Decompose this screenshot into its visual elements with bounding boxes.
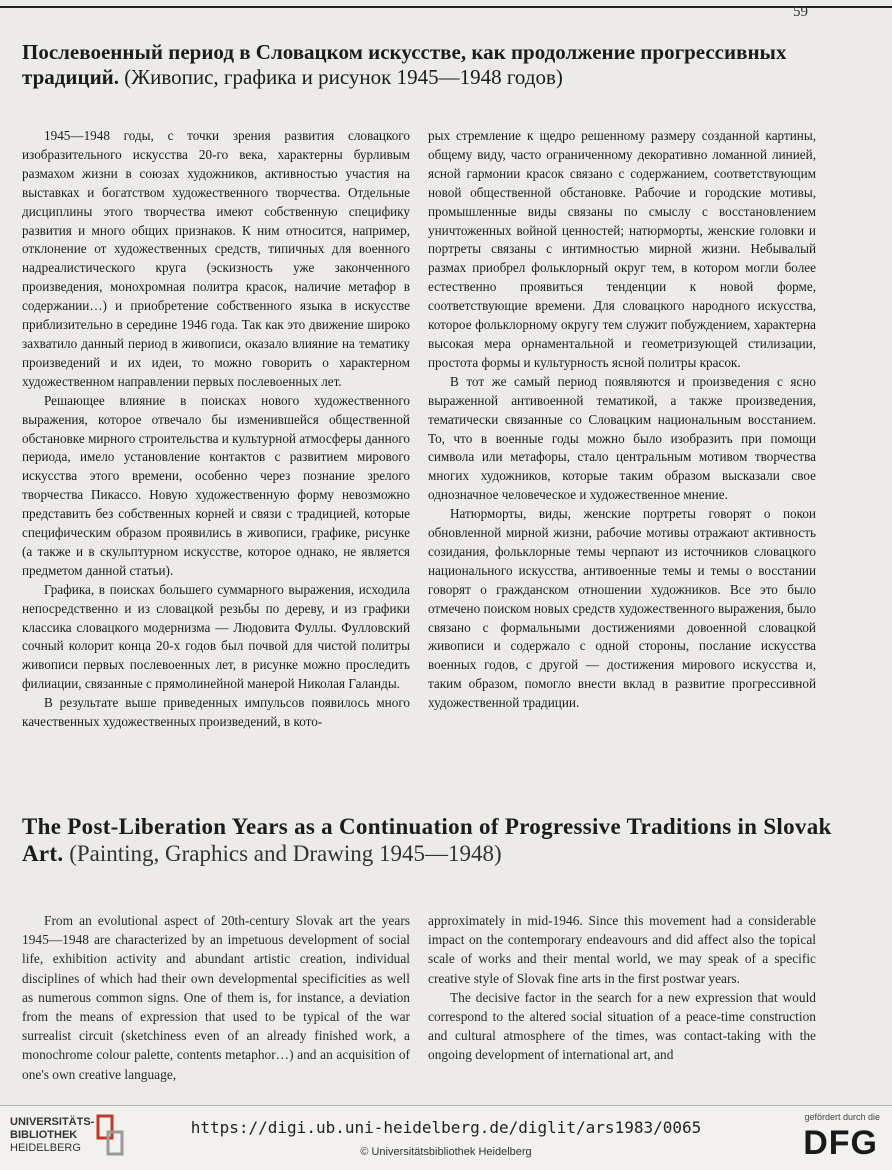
permalink-url[interactable]: https://digi.ub.uni-heidelberg.de/diglit/ars1983/0065 [190, 1118, 702, 1137]
paragraph: approximately in mid-1946. Since this movement had a considerable impact on the contemporary endeavours and did affect also the topical scale of works and their mental world, we may speak of a specific creative style of Slovak fine arts in the first postwar years. [428, 913, 816, 986]
paragraph: Графика, в поисках большего суммарного выражения, исходила непосредственно и из словацкой резьбы по дереву, и из графики классика словацкого модернизма — Людовита Фуллы. Фулловский сочный колорит конца 20-х годов был почвой для чистой политры живописи первых послевоенных лет, в рисунке можно проследить филиации, связанные с прямолинейной манерой Николая Галанды. [22, 581, 410, 692]
russian-column-right [428, 127, 816, 713]
paragraph: В тот же самый период появляются и произведения с ясно выраженной антивоенной тематикой, а также произведения, тематически связанные со Словацким национальным восстанием. То, что в военные годы можно было изобразить при помощи символа или метафоры, стало центральным мотивом творчества многих художников, которые таким образом высказали свое однозначное человеческое и художественное мнение. [428, 373, 816, 503]
paragraph: Натюрморты, виды, женские портреты говорят о покои обновленной мирной жизни, рабочие мотивы отражают активность созидания, фольклорные темы черпают из источников словацкого национального искусства, антивоенные темы и темы о восстании говорят о гражданском отношении художников. Все это было отмечено поиском новых средств художественного выражения, было связано с формальными достижениями довоенной словацкой живописи и содержало с одной стороны, послание искусства военных годов, с другой — достижения мирового искусства и, таким образом, помогло внести вклад в развитие прогрессивной художественной традиции. [428, 506, 816, 711]
library-name-line3: HEIDELBERG [10, 1142, 81, 1154]
dfg-logo[interactable]: DFG [803, 1124, 878, 1162]
paragraph: The decisive factor in the search for a new expression that would correspond to the altered social situation of a peace-time construction and cultural atmosphere of the times, was contact-taking with the ongoing development of international art, and [428, 989, 816, 1063]
funding-note: gefördert durch die [804, 1112, 880, 1122]
heading-russian-bold: Послевоенный период в Словацком искусстве, как продолжение прогрессивных традиций. [22, 40, 787, 89]
english-column-left [22, 911, 410, 1084]
library-name-line2: BIBLIOTHEK [10, 1129, 78, 1141]
heading-english-subtitle: (Painting, Graphics and Drawing 1945—1948) [63, 841, 502, 866]
paragraph: Решающее влияние в поисках нового художественного выражения, которое отвечало бы изменившейся общественной обстановке мирного строительства и культурной атмосферы данного периода, имело установление контактов с развитием мирового искусства этого времени, особенно через познание зрелого творчества Пикассо. Новую художественную форму невозможно представить без собственных корней и связи с традицией, которые специфическим образом проявились в живописи, графике, рисунке (а также и в скульптурном искусстве, которое однако, не является предметом данной статьи). [22, 392, 410, 578]
heading-english [22, 813, 862, 867]
russian-column-left [22, 127, 410, 732]
copyright-notice: © Universitätsbibliothek Heidelberg [360, 1146, 532, 1158]
heading-english-bold: The Post-Liberation Years as a Continuation of Progressive Traditions in Slovak Art. [22, 814, 832, 866]
paragraph: В результате выше приведенных импульсов появилось много качественных художественных произведений, в кото- [22, 695, 410, 730]
paragraph: рых стремление к щедро решенному размеру созданной картины, общему виду, часто ограниченному декоративно ломанной линией, ясной гармонии красок связано с содержанием, соответствующим новой общественной обстановке. Рабочие и городские мотивы, промышленные виды связаны по смыслу с восстановлением уничтоженных войной ценностей; натюрморты, женские головки и портреты связаны с интимностью мирной жизни. Небывалый размах приобрел фольклорный округ тем, в котором могли более естественно проявиться тенденции к новой форме, соответствующие времени. Для словацкого народного искусства, которое фольклорному округу тем служит побуждением, характерна высокая мера орнаментальной и геометризующей стилизации, простота формы и культурность ясной политры красок. [428, 128, 816, 370]
english-column-right [428, 911, 816, 1065]
page-number: 59 [793, 4, 808, 20]
top-rule [0, 6, 892, 8]
library-name-line1: UNIVERSITÄTS- [10, 1116, 95, 1128]
heading-russian [22, 40, 862, 90]
paragraph: From an evolutional aspect of 20th-century Slovak art the years 1945—1948 are characterized by an impetuous development of social life, exhibition activity and abundant artistic creation, individual disciplines of which had their own developmental specificities as well as numerous common signs. One of them is, for instance, a deviation from the means of expression that used to be typical of the war surrealist circuit (sketchiness even of an already finished work, a monochrome colour palette, contents metaphor…) and an acquisition of one's own creative language, [22, 913, 410, 1082]
footer [0, 1106, 892, 1170]
paragraph: 1945—1948 годы, с точки зрения развития словацкого изобразительного искусства 20-го века, характерны бурливым размахом жизни в союзах художников, активностью участия на выставках и богатством художественного творчества. Отдельные дисциплины этого творчества имеют собственную специфику развития и много общих признаков. К ним относится, например, отклонение от художественных средств, типичных для военного надреалистического круга (эскизность уже законченного произведения, монохромная политра красок, наличие метафор в содержании…) и приобретение собственного языка в искусстве приблизительно в середине 1946 года. Так как это движение широко захватило данный период в живописи, оказало влияние на тематику произведений и их идеи, то можно говорить о характерном художественном направлении первых послевоенных лет. [22, 128, 410, 389]
heading-russian-subtitle: (Живопис, графика и рисунок 1945—1948 годов) [119, 65, 563, 89]
